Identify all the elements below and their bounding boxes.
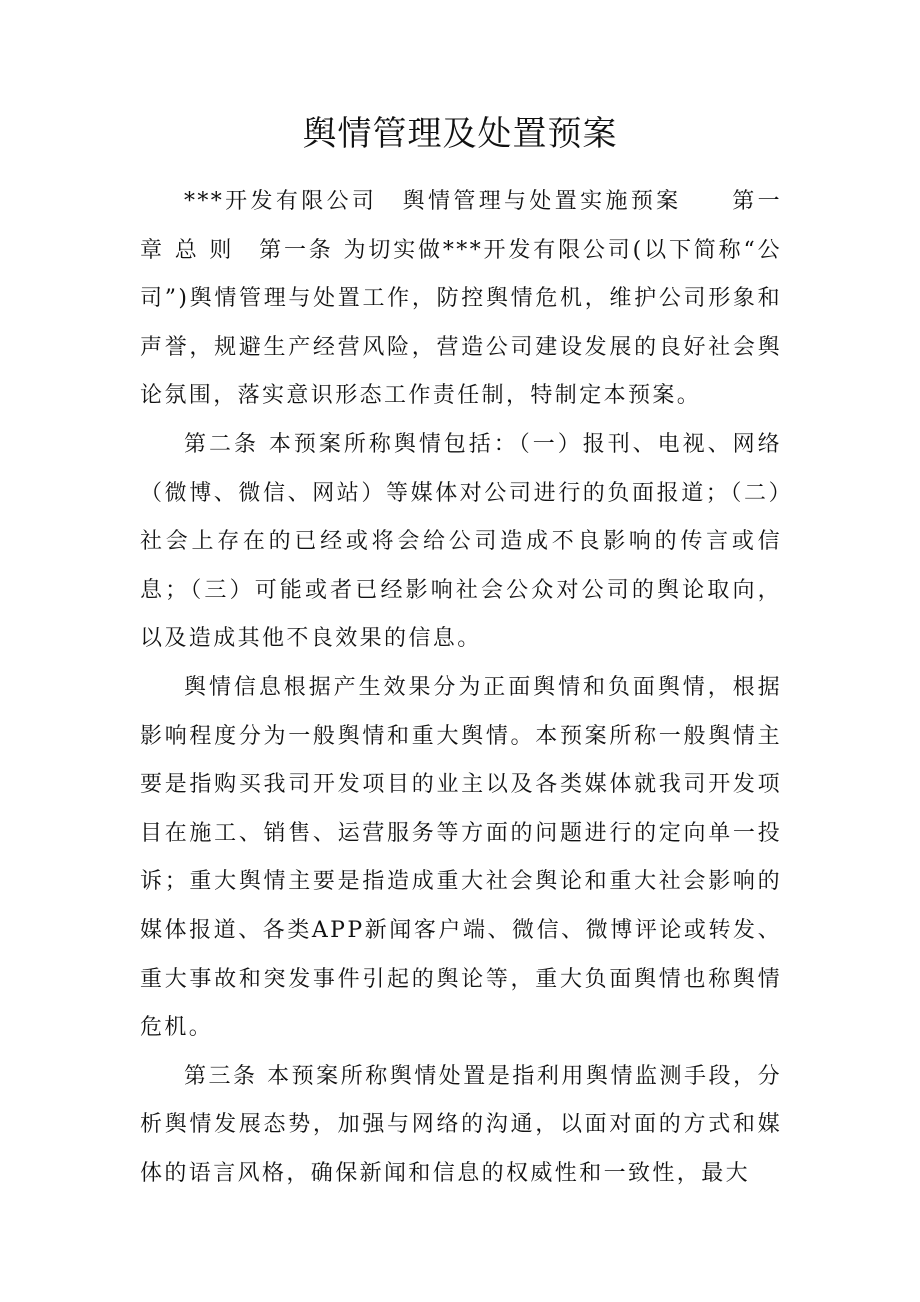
document-body xyxy=(140,178,782,1198)
document-title: 舆情管理及处置预案 xyxy=(302,114,618,154)
paragraph-opinion-classification: 舆情信息根据产生效果分为正面舆情和负面舆情，根据影响程度分为一般舆情和重大舆情。本预案所称一般舆情主要是指购买我司开发项目的业主以及各类媒体就我司开发项目在施工、销售、运营服务等方面的问题进行的定向单一投诉；重大舆情主要是指造成重大社会舆论和重大社会影响的媒体报道、各类APP新闻客户端、微信、微博评论或转发、重大事故和突发事件引起的舆论等，重大负面舆情也称舆情危机。 xyxy=(140,674,782,1041)
paragraph-article-two: 第二条 本预案所称舆情包括：（一）报刊、电视、网络（微博、微信、网站）等媒体对公司进行的负面报道；（二）社会上存在的已经或将会给公司造成不良影响的传言或信息；（三）可能或者已经影响社会公众对公司的舆论取向，以及造成其他不良效果的信息。 xyxy=(140,431,782,652)
paragraph-chapter-one-article-one: ***开发有限公司 舆情管理与处置实施预案 第一章 总 则 第一条 为切实做***开发有限公司(以下简称“公司”)舆情管理与处置工作，防控舆情危机，维护公司形象和声誉，规避生产经营风险，营造公司建设发展的良好社会舆论氛围，落实意识形态工作责任制，特制定本预案。 xyxy=(140,189,782,409)
paragraph-article-three: 第三条 本预案所称舆情处置是指利用舆情监测手段，分析舆情发展态势，加强与网络的沟通，以面对面的方式和媒体的语言风格，确保新闻和信息的权威性和一致性，最大 xyxy=(140,1063,782,1186)
